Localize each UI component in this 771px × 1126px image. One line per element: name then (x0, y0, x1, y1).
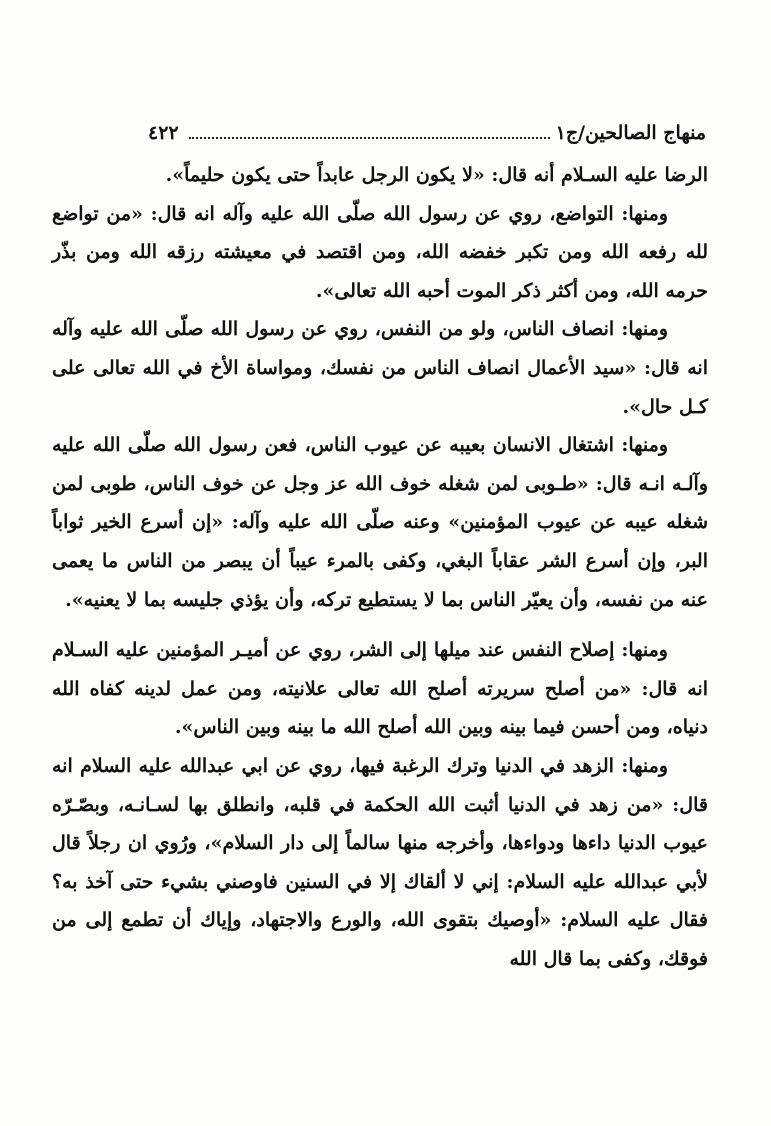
paragraph-text: ومنها: التواضع، روي عن رسول الله صلّى الله عليه وآله انه قال: «من تواضع لله رفعه الله ومن تكبر خفضه الله، ومن اقتصد في معيشته رزقه الله ومن بذّر حرمه الله، ومن أكثر ذكر الموت أحبه الله تعالى». (52, 202, 708, 302)
paragraph-2 (52, 195, 708, 311)
paragraph-4 (52, 426, 708, 619)
page-header (138, 118, 706, 148)
paragraph-text: الرضا عليه السـلام أنه قال: «لا يكون الرجل عابداً حتى يكون حليماً». (165, 164, 708, 186)
paragraph-1 (52, 156, 708, 195)
paragraph-text: ومنها: انصاف الناس، ولو من النفس، روي عن رسول الله صلّى الله عليه وآله انه قال: «سيد الأعمال انصاف الناس من نفسك، ومواساة الأخ في الله تعالى على كـل حال». (52, 318, 708, 418)
dotted-leader (189, 137, 550, 139)
page-body (52, 156, 708, 1056)
paragraph-5 (52, 631, 708, 747)
page-number: ٤٢٢ (148, 122, 179, 144)
paragraph-text: ومنها: إصلاح النفس عند ميلها إلى الشر، روي عن أميـر المؤمنين عليه السـلام انه قال: «من أصلح سريرته أصلح الله تعالى علانيته، ومن عمل لدينه كفاه الله دنياه، ومن أحسن فيما بينه وبين الله أصلح الله ما بينه وبين الناس». (52, 639, 708, 739)
paragraph-text: ومنها: اشتغال الانسان بعيبه عن عيوب الناس، فعن رسول الله صلّى الله عليه وآلـه انـه قال: «طـوبى لمن شغله خوف الله عز وجل عن خوف الناس، طوبى لمن شغله عيبه عن عيوب المؤمنين» وعنه صلّى الله عليه وآله: «إن أسرع الخير ثواباً البر، وإن أسرع الشر عقاباً البغي، وكفى بالمرء عيباً أن يبصر من الناس ما يعمى عنه من نفسه، وأن يعيّر الناس بما لا يستطيع تركه، وأن يؤذي جليسه بما لا يعنيه». (52, 434, 708, 611)
paragraph-6 (52, 747, 708, 979)
paragraph-3 (52, 310, 708, 426)
running-title: منهاج الصالحين/ج١ (555, 122, 706, 144)
paragraph-text: ومنها: الزهد في الدنيا وترك الرغبة فيها، روي عن ابي عبدالله عليه السلام انه قال: «من زهد في الدنيا أثبت الله الحكمة في قلبه، وانطلق بها لسـانـه، وبصّـرّه عيوب الدنيا داءها ودواءها، وأخرجه منها سالماً إلى دار السلام»، ورُوي ان رجلاً قال لأبي عبدالله عليه السلام: إني لا ألقاك إلا في السنين فاوصني بشيء حتى آخذ به؟ فقال عليه السلام: «أوصيك بتقوى الله، والورع والاجتهاد، وإياك أن تطمع إلى من فوقك، وكفى بما قال الله (52, 754, 708, 970)
